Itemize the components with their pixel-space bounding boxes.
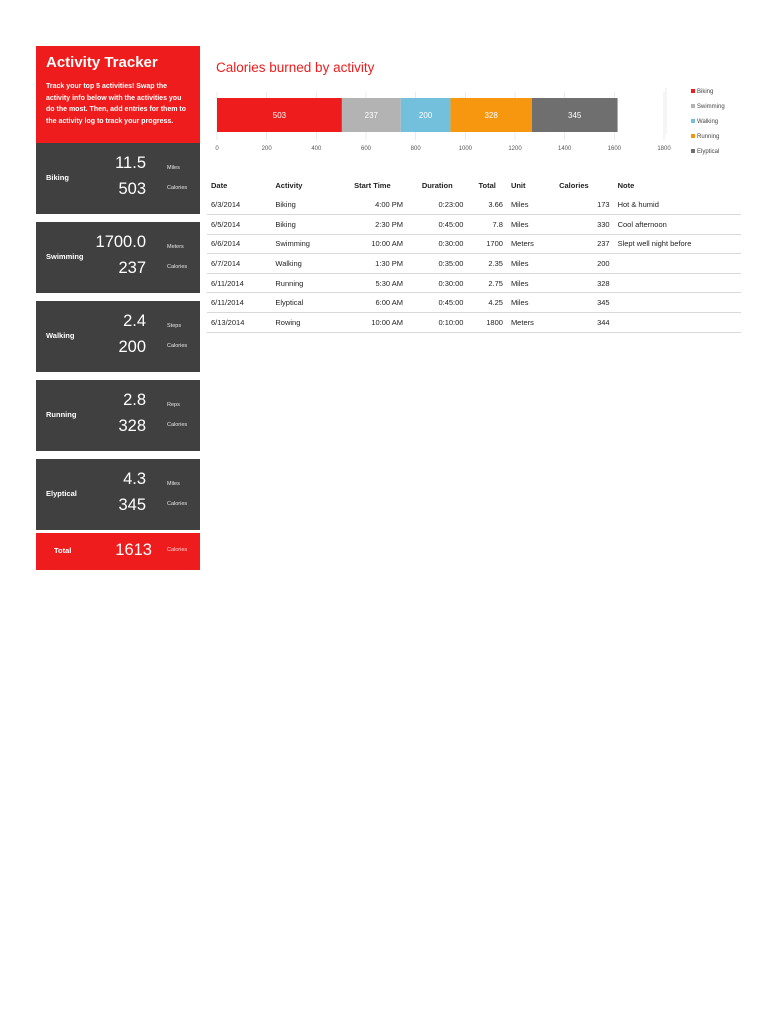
duration-cell[interactable]: 0:45:00 [407, 293, 467, 313]
activity-unit: Miles [167, 165, 180, 171]
date-cell[interactable]: 6/11/2014 [207, 293, 271, 313]
note-cell[interactable] [614, 293, 741, 313]
activity-card-elyptical [36, 459, 200, 530]
calories-cell[interactable]: 200 [555, 254, 614, 274]
sidebar [36, 46, 200, 570]
start-time-cell[interactable]: 6:00 AM [338, 293, 407, 313]
calories-cell[interactable]: 344 [555, 313, 614, 333]
calories-cell[interactable]: 237 [555, 234, 614, 254]
activity-total: 4.3 [123, 470, 146, 488]
activity-unit: Reps [167, 402, 180, 408]
calories-label: Calories [167, 343, 188, 349]
table-header-row [207, 176, 741, 195]
data-label: 503 [272, 111, 287, 120]
table-row [207, 313, 741, 333]
total-unit: Calories [167, 547, 188, 553]
activity-calories: 345 [118, 496, 146, 514]
activity-calories: 200 [118, 338, 146, 356]
note-cell[interactable] [614, 254, 741, 274]
column-header[interactable]: Note [617, 181, 635, 190]
tick-label: 1600 [607, 146, 622, 152]
activity-card-biking [36, 143, 200, 214]
activity-total: 11.5 [115, 154, 146, 172]
activity-unit: Meters [167, 244, 184, 250]
legend-label: Walking [697, 119, 719, 125]
start-time-cell[interactable]: 1:30 PM [338, 254, 407, 274]
total-cell[interactable]: 3.66 [467, 195, 506, 215]
date-cell[interactable]: 6/3/2014 [207, 195, 271, 215]
activity-card-running [36, 380, 200, 451]
date-cell[interactable]: 6/6/2014 [207, 234, 271, 254]
unit-cell[interactable]: Miles [507, 273, 555, 293]
activity-name: Running [46, 410, 77, 419]
start-time-cell[interactable]: 10:00 AM [338, 234, 407, 254]
tracker-header [36, 46, 200, 143]
activity-card-swimming [36, 222, 200, 293]
unit-cell[interactable]: Miles [507, 215, 555, 235]
duration-cell[interactable]: 0:45:00 [407, 215, 467, 235]
table-row [207, 273, 741, 293]
duration-cell[interactable]: 0:23:00 [407, 195, 467, 215]
total-cell[interactable]: 2.35 [467, 254, 506, 274]
chart-title: Calories burned by activity [216, 60, 375, 75]
start-time-cell[interactable]: 10:00 AM [338, 313, 407, 333]
column-header[interactable]: Duration [421, 181, 453, 190]
unit-cell[interactable]: Miles [507, 254, 555, 274]
legend-swatch [691, 134, 695, 138]
tick-label: 800 [410, 146, 421, 152]
table-row [207, 215, 741, 235]
total-label: Total [54, 546, 72, 555]
data-label: 200 [418, 111, 433, 120]
unit-cell[interactable]: Meters [507, 313, 555, 333]
activity-name: Swimming [46, 252, 84, 261]
activity-cell[interactable]: Walking [271, 254, 337, 274]
calories-cell[interactable]: 173 [555, 195, 614, 215]
activity-cell[interactable]: Biking [271, 195, 337, 215]
note-cell[interactable]: Slept well night before [614, 234, 741, 254]
table-row [207, 234, 741, 254]
start-time-cell[interactable]: 4:00 PM [338, 195, 407, 215]
note-cell[interactable]: Hot & humid [614, 195, 741, 215]
tick-label: 1400 [557, 146, 572, 152]
date-cell[interactable]: 6/11/2014 [207, 273, 271, 293]
column-header[interactable]: Date [211, 181, 228, 190]
intro-text: Track your top 5 activities! Swap the activity info below with the activities you do the most. Then, add entries for them to the activity log to track your progress. [46, 83, 187, 125]
activity-total: 1700.0 [95, 233, 146, 251]
activity-cell[interactable]: Running [271, 273, 337, 293]
legend-swatch [691, 149, 695, 153]
tick-label: 0 [215, 146, 219, 152]
activity-name: Biking [46, 173, 69, 182]
date-cell[interactable]: 6/5/2014 [207, 215, 271, 235]
calories-label: Calories [167, 264, 188, 270]
duration-cell[interactable]: 0:35:00 [407, 254, 467, 274]
total-cell[interactable]: 2.75 [467, 273, 506, 293]
legend-label: Elyptical [697, 149, 720, 155]
activity-name: Elyptical [46, 489, 77, 498]
column-header[interactable]: Calories [559, 181, 589, 190]
activity-cell[interactable]: Rowing [271, 313, 337, 333]
start-time-cell[interactable]: 2:30 PM [338, 215, 407, 235]
page-title: Activity Tracker [46, 54, 158, 71]
activity-cell[interactable]: Elyptical [271, 293, 337, 313]
activity-calories: 503 [118, 180, 146, 198]
calories-label: Calories [167, 422, 188, 428]
duration-cell[interactable]: 0:30:00 [407, 234, 467, 254]
legend-swatch [691, 89, 695, 93]
column-header[interactable]: Activity [275, 181, 303, 190]
duration-cell[interactable]: 0:10:00 [407, 313, 467, 333]
total-calories-card [36, 533, 200, 570]
column-header[interactable]: Unit [510, 181, 526, 190]
total-value: 1613 [115, 541, 152, 559]
tick-label: 400 [311, 146, 322, 152]
activity-unit: Miles [167, 481, 180, 487]
legend-label: Biking [697, 89, 714, 95]
data-label: 328 [484, 111, 498, 120]
data-label: 237 [364, 111, 379, 120]
tick-label: 1000 [458, 146, 473, 152]
unit-cell[interactable]: Miles [507, 195, 555, 215]
legend-label: Swimming [697, 104, 725, 110]
activity-name: Walking [46, 331, 75, 340]
calories-cell[interactable]: 328 [555, 273, 614, 293]
tick-label: 1800 [657, 146, 671, 152]
unit-cell[interactable]: Miles [507, 293, 555, 313]
date-cell[interactable]: 6/13/2014 [207, 313, 271, 333]
calories-label: Calories [167, 501, 188, 507]
legend-swatch [691, 119, 695, 123]
note-cell[interactable] [614, 313, 741, 333]
table-row [207, 293, 741, 313]
unit-cell[interactable]: Meters [507, 234, 555, 254]
total-cell[interactable]: 4.25 [467, 293, 506, 313]
tick-label: 1200 [508, 146, 522, 152]
start-time-cell[interactable]: 5:30 AM [338, 273, 407, 293]
legend-label: Running [697, 134, 720, 140]
activity-log-table [207, 176, 741, 333]
calories-label: Calories [167, 185, 188, 191]
activity-cell[interactable]: Swimming [271, 234, 337, 254]
legend-swatch [691, 104, 695, 108]
column-header[interactable]: Total [478, 181, 496, 190]
total-cell[interactable]: 1800 [467, 313, 506, 333]
calories-cell[interactable]: 345 [555, 293, 614, 313]
data-label: 345 [568, 111, 582, 120]
activity-calories: 328 [118, 417, 146, 435]
total-cell[interactable]: 1700 [467, 234, 506, 254]
activity-calories: 237 [118, 259, 146, 277]
column-header[interactable]: Start Time [354, 181, 391, 190]
date-cell[interactable]: 6/7/2014 [207, 254, 271, 274]
activity-total: 2.4 [123, 312, 146, 330]
duration-cell[interactable]: 0:30:00 [407, 273, 467, 293]
tick-label: 200 [261, 146, 272, 152]
activity-card-walking [36, 301, 200, 372]
note-cell[interactable]: Cool afternoon [614, 215, 741, 235]
table-row [207, 254, 741, 274]
calories-cell[interactable]: 330 [555, 215, 614, 235]
activity-total: 2.8 [123, 391, 146, 409]
activity-unit: Steps [167, 323, 182, 329]
activity-cell[interactable]: Biking [271, 215, 337, 235]
table-row [207, 195, 741, 215]
note-cell[interactable] [614, 273, 741, 293]
total-cell[interactable]: 7.8 [467, 215, 506, 235]
tick-label: 600 [360, 146, 372, 152]
calories-chart [210, 84, 740, 160]
